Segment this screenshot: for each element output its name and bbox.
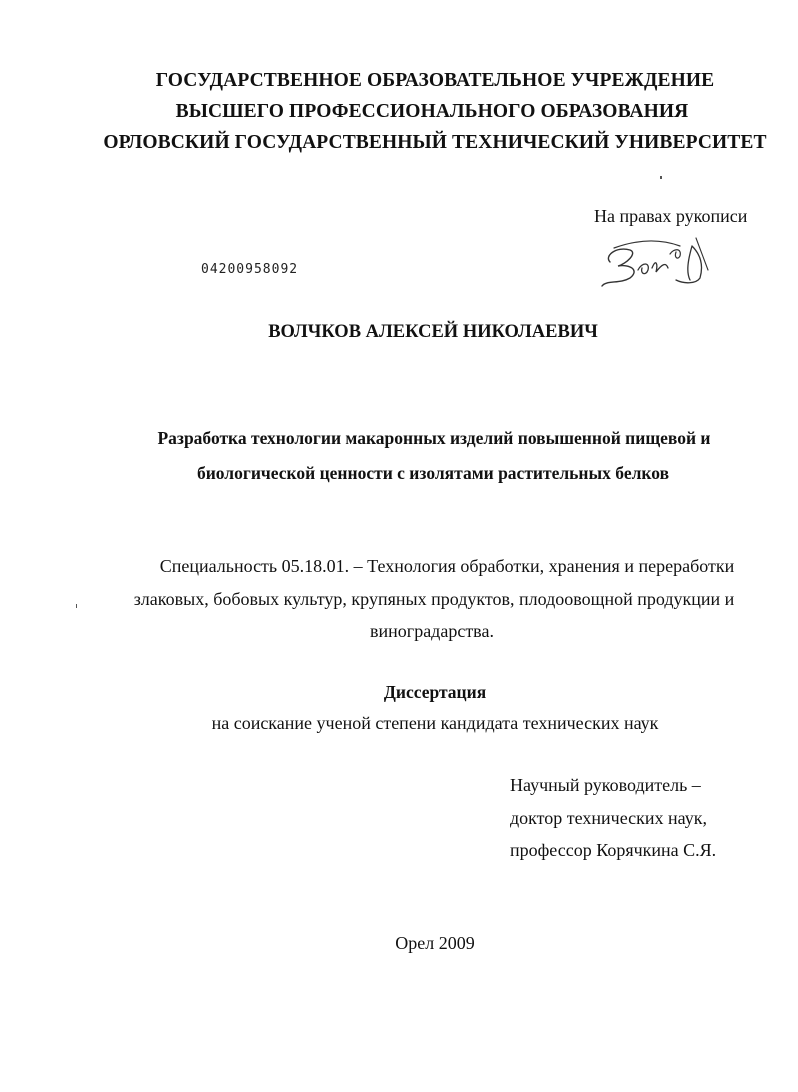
specialty-line-1: Специальность 05.18.01. – Технология обработки, хранения и переработки xyxy=(159,556,735,576)
document-type: Диссертация xyxy=(383,682,487,702)
specialty-line-3: виноградарства. xyxy=(370,621,494,641)
institution-line-2: ВЫСШЕГО ПРОФЕССИОНАЛЬНОГО ОБРАЗОВАНИЯ xyxy=(175,101,689,122)
degree-line: на соискание ученой степени кандидата технических наук xyxy=(211,713,659,733)
handwritten-signature xyxy=(596,234,714,294)
thesis-title-line-2: биологической ценности с изолятами растительных белков xyxy=(196,463,670,483)
supervisor-name: профессор Корячкина С.Я. xyxy=(510,840,717,860)
specialty-line-2: злаковых, бобовых культур, крупяных продуктов, плодоовощной продукции и xyxy=(133,589,735,609)
library-code: 04200958092 xyxy=(201,262,299,277)
institution-line-1: ГОСУДАРСТВЕННОЕ ОБРАЗОВАТЕЛЬНОЕ УЧРЕЖДЕНИЕ xyxy=(155,70,715,91)
supervisor-degree: доктор технических наук, xyxy=(510,808,707,828)
author-name: ВОЛЧКОВ АЛЕКСЕЙ НИКОЛАЕВИЧ xyxy=(268,322,598,342)
scan-speck xyxy=(660,176,662,179)
manuscript-note: На правах рукописи xyxy=(594,206,748,226)
thesis-title-line-1: Разработка технологии макаронных изделий повышенной пищевой и xyxy=(157,428,711,448)
supervisor-role: Научный руководитель – xyxy=(510,775,701,795)
place-year: Орел 2009 xyxy=(395,933,475,953)
institution-line-3: ОРЛОВСКИЙ ГОСУДАРСТВЕННЫЙ ТЕХНИЧЕСКИЙ УНИВЕРСИТЕТ xyxy=(103,132,767,153)
